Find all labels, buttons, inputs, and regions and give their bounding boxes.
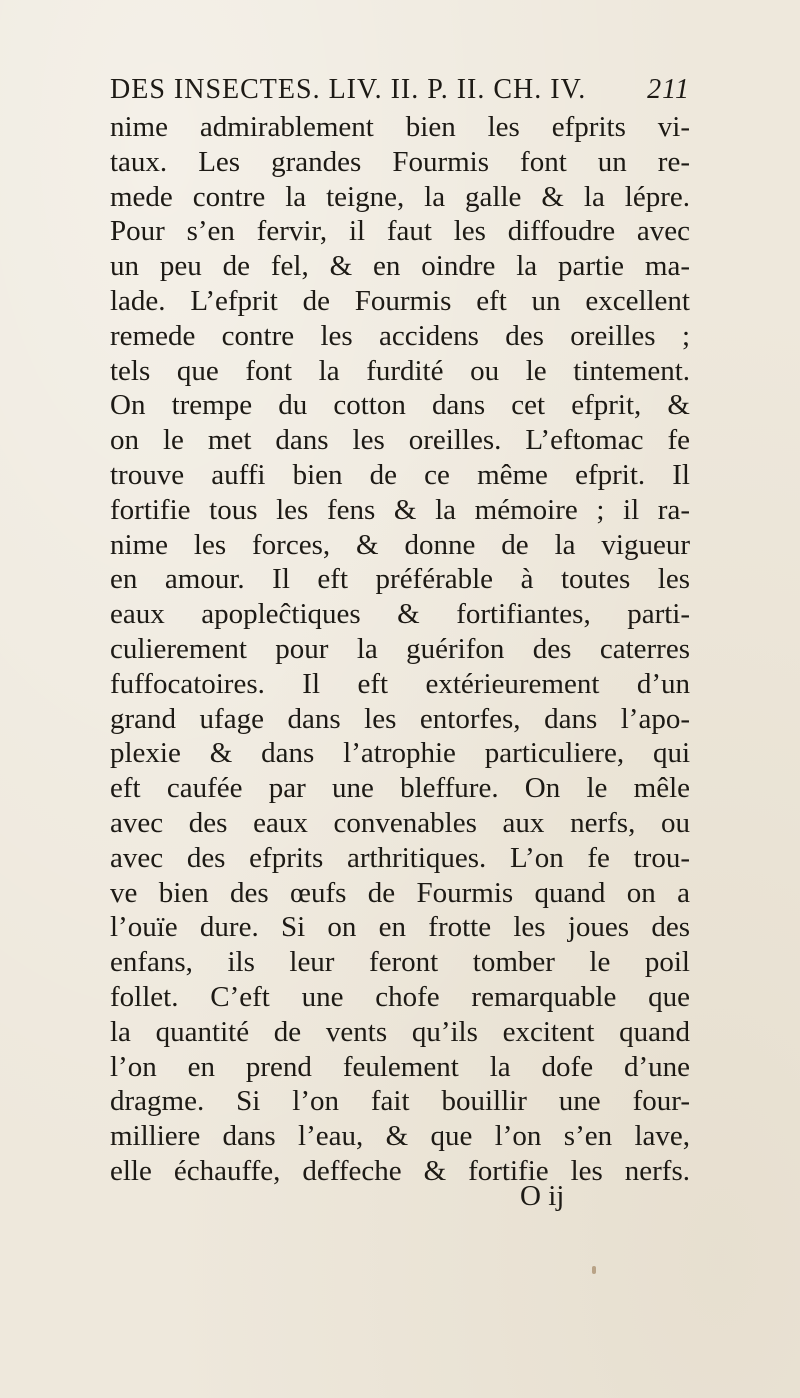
text-line: fortifie tous les fens & la mémoire ; il ra-	[110, 493, 690, 526]
text-line: la quantité de vents qu’ils excitent quand	[110, 1015, 690, 1048]
text-line: remede contre les accidens des oreilles ;	[110, 319, 690, 352]
text-line: fuffocatoires. Il eft extérieurement d’un	[110, 667, 690, 700]
text-line: eft caufée par une bleffure. On le mêle	[110, 772, 690, 805]
text-line: ve bien des œufs de Fourmis quand on a	[110, 876, 690, 909]
text-line: culierement pour la guérifon des caterres	[110, 632, 690, 665]
text-line: follet. C’eft une chofe remarquable que	[110, 980, 690, 1013]
text-line: nime les forces, & donne de la vigueur	[110, 528, 690, 561]
text-line: avec des efprits arthritiques. L’on fe trou-	[110, 841, 690, 874]
text-line: mede contre la teigne, la galle & la lépre.	[110, 180, 690, 213]
text-line: nime admirablement bien les efprits vi-	[110, 111, 690, 143]
text-line: grand ufage dans les entorfes, dans l’apo-	[110, 702, 690, 735]
text-line: tels que font la furdité ou le tintement.	[110, 354, 690, 387]
text-line: taux. Les grandes Fourmis font un re-	[110, 145, 690, 178]
text-line: l’on en prend feulement la dofe d’une	[110, 1050, 690, 1083]
text-line: on le met dans les oreilles. L’eftomac fe	[110, 424, 690, 457]
ink-spot	[592, 1266, 596, 1274]
text-line: en amour. Il eft préférable à toutes les	[110, 563, 690, 596]
text-line: avec des eaux convenables aux nerfs, ou	[110, 806, 690, 839]
text-line: plexie & dans l’atrophie particuliere, qui	[110, 737, 690, 770]
text-line: Pour s’en fervir, il faut les diffoudre avec	[110, 215, 690, 248]
text-line: enfans, ils leur feront tomber le poil	[110, 946, 690, 979]
text-line: milliere dans l’eau, & que l’on s’en lave,	[110, 1120, 690, 1153]
running-head	[110, 74, 690, 114]
running-head-title: DES INSECTES. LIV. II. P. II. CH. IV.	[110, 74, 587, 105]
body-text	[110, 110, 690, 1189]
text-line: elle échauffe, deffeche & fortifie les nerfs.	[110, 1154, 690, 1187]
text-line: dragme. Si l’on fait bouillir une four-	[110, 1085, 690, 1118]
text-line: On trempe du cotton dans cet efprit, &	[110, 389, 690, 422]
text-line: trouve auffi bien de ce même efprit. Il	[110, 458, 690, 491]
page-number: 211	[647, 74, 690, 105]
text-line: eaux apopleĉtiques & fortifiantes, parti-	[110, 598, 690, 631]
signature-mark: O ij	[520, 1180, 565, 1212]
text-line: un peu de fel, & en oindre la partie ma-	[110, 250, 690, 283]
text-line: lade. L’efprit de Fourmis eft un excellent	[110, 284, 690, 317]
text-line: l’ouïe dure. Si on en frotte les joues des	[110, 911, 690, 944]
